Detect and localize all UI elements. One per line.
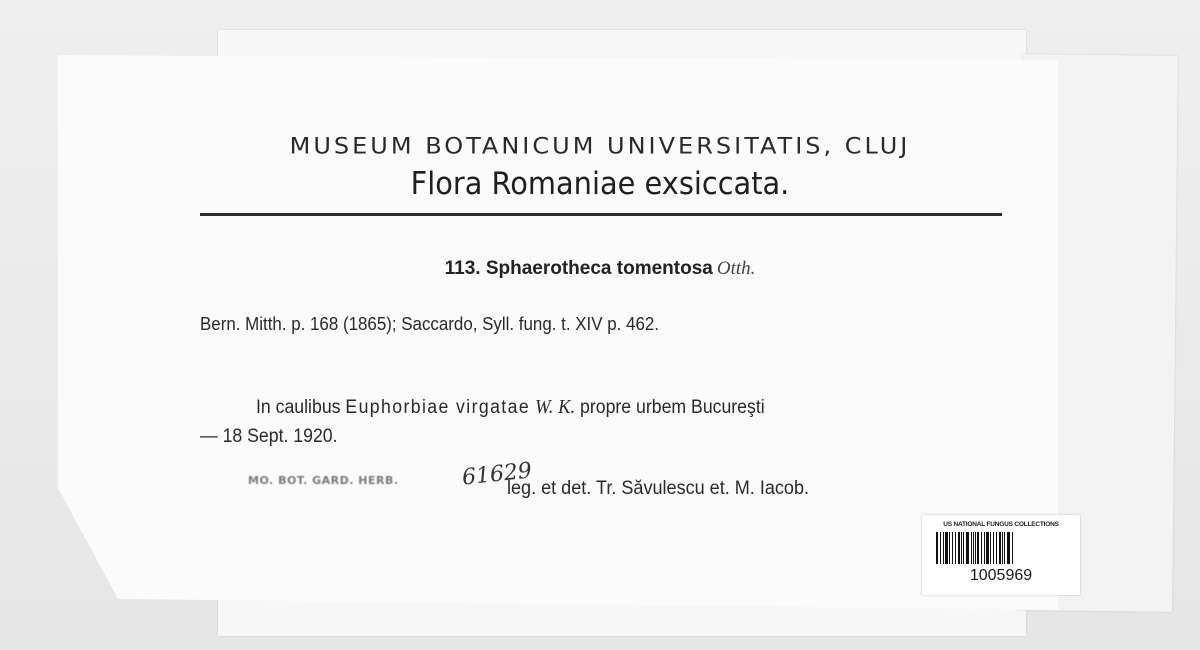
species-line xyxy=(0,258,1200,280)
barcode-bar xyxy=(940,532,941,564)
barcode-bar xyxy=(952,532,953,564)
barcode-bar xyxy=(966,532,969,564)
barcode-bar xyxy=(975,532,976,564)
host-author: W. K. xyxy=(534,396,576,418)
barcode-label xyxy=(922,515,1080,595)
species-author: Otth. xyxy=(716,258,756,279)
barcode-bar xyxy=(999,532,1001,564)
barcode-bars xyxy=(936,532,1066,564)
barcode-bar xyxy=(936,532,938,564)
barcode-bar xyxy=(1004,532,1005,564)
barcode-bar xyxy=(990,532,991,564)
barcode-bar xyxy=(949,532,950,564)
herbarium-stamp: MO. BOT. GARD. HERB. xyxy=(248,474,399,487)
barcode-bar xyxy=(996,532,997,564)
barcode-bar xyxy=(973,532,974,564)
locality-prefix: In caulibus xyxy=(256,397,341,418)
barcode-bar xyxy=(993,532,994,564)
barcode-bar xyxy=(986,532,989,564)
species-name: 113. Sphaerotheca tomentosa xyxy=(444,258,713,279)
barcode-bar xyxy=(963,532,964,564)
institution-header: MUSEUM BOTANICUM UNIVERSITATIS, CLUJ xyxy=(289,133,911,159)
barcode-bar xyxy=(977,532,979,564)
barcode-bar xyxy=(958,532,960,564)
barcode-bar xyxy=(945,532,948,564)
barcode-bar xyxy=(984,532,985,564)
barcode-bar xyxy=(961,532,962,564)
locality-line xyxy=(256,396,765,419)
collectors-line: leg. et det. Tr. Săvulescu et. M. Iacob. xyxy=(507,478,809,499)
collection-date: — 18 Sept. 1920. xyxy=(200,426,338,447)
barcode-bar xyxy=(1007,532,1010,564)
header-rule xyxy=(200,213,1002,216)
barcode-number: 1005969 xyxy=(969,567,1033,584)
locality-suffix: propre urbem Bucureşti xyxy=(580,397,765,418)
accession-number: 61629 xyxy=(460,458,534,491)
literature-reference: Bern. Mitth. p. 168 (1865); Saccardo, Syll. fung. t. XIV p. 462. xyxy=(200,314,659,334)
barcode-bar xyxy=(1002,532,1003,564)
barcode-organization: US NATIONAL FUNGUS COLLECTIONS xyxy=(943,521,1059,528)
barcode-bar xyxy=(955,532,956,564)
barcode-bar xyxy=(981,532,982,564)
host-name: Euphorbiae virgatae xyxy=(345,397,531,418)
barcode-bar xyxy=(971,532,972,564)
series-title: Flora Romaniae exsiccata. xyxy=(410,166,790,202)
barcode-bar xyxy=(943,532,944,564)
barcode-bar xyxy=(1012,532,1013,564)
